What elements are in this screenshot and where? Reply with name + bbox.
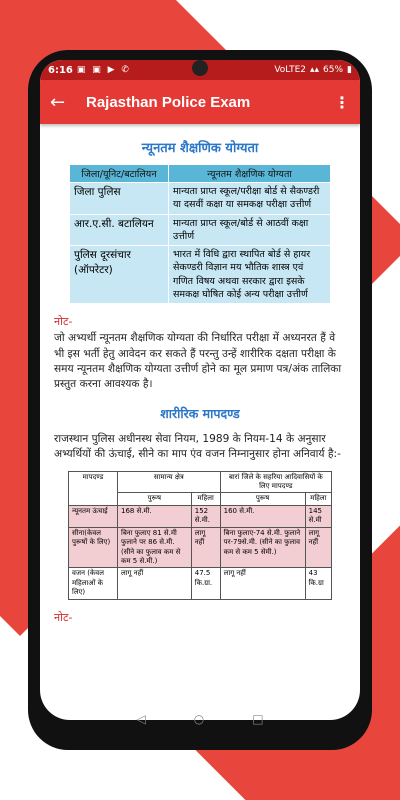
table-cell: सीना(केवल पुरूषों के लिए) xyxy=(69,527,118,568)
table-header-qualification: न्यूनतम शैक्षणिक योग्यता xyxy=(169,165,331,183)
table-cell: पुलिस दूरसंचार (ऑपरेटर) xyxy=(70,246,169,304)
note-label: नोट- xyxy=(54,315,73,329)
table-row xyxy=(70,183,331,215)
content-area[interactable] xyxy=(40,124,360,633)
table-row xyxy=(70,214,331,246)
signal-icon: ▴▴ xyxy=(309,65,320,75)
table-cell: 152 से.मी. xyxy=(191,505,220,527)
table-cell: भारत में विधि द्वारा स्थापित बोर्ड से हायर सेकण्डरी विज्ञान मय भौतिक शास्त्र एवं गणित विषय अथवा सरकार द्वारा इसके समकक्ष घोषित कोई अन्य परीक्षा उत्तीर्ण xyxy=(169,246,331,304)
nav-back-icon[interactable]: ◁ xyxy=(136,712,146,726)
battery-icon: ▮ xyxy=(347,65,352,75)
nav-recents-icon[interactable]: □ xyxy=(252,712,264,726)
table-header-unit: जिला/यूनिट/बटालियन xyxy=(70,165,169,183)
notification-icons: ▣ ▣ ▶ ✆ xyxy=(76,65,131,75)
table-cell: मान्यता प्राप्त स्कूल/बोर्ड से आठवीं कक्षा उत्तीर्ण xyxy=(169,214,331,246)
table-cell: 160 से.मी. xyxy=(220,505,305,527)
nav-home-icon[interactable]: ○ xyxy=(193,712,205,726)
camera-notch xyxy=(192,60,208,76)
table-row xyxy=(69,527,332,568)
table-row xyxy=(70,246,331,304)
table-cell: आर.ए.सी. बटालियन xyxy=(70,214,169,246)
table-cell: लागू नहीं xyxy=(191,527,220,568)
overflow-menu-icon[interactable]: ⋮ xyxy=(334,92,350,112)
table-header-param: मापदण्ड xyxy=(69,471,118,505)
table-cell: न्यूनतम ऊंचाई xyxy=(69,505,118,527)
table-cell: मान्यता प्राप्त स्कूल/परीक्षा बोर्ड से सैकण्डरी या दसवीं कक्षा या समकक्ष परीक्षा उत्तीर्ण xyxy=(169,183,331,215)
table-cell: 145 से.मी xyxy=(305,505,331,527)
table-cell: लागू नहीं xyxy=(220,568,305,599)
table-cell: वजन (केवल महिलाओं के लिए) xyxy=(69,568,118,599)
qualification-heading: न्यूनतम शैक्षणिक योग्यता xyxy=(141,141,259,156)
table-header-male: पुरूष xyxy=(118,493,192,505)
table-row xyxy=(69,568,332,599)
table-header-general: सामान्य क्षेत्र xyxy=(118,471,221,493)
table-cell: 47.5 कि.ग्रा. xyxy=(191,568,220,599)
back-arrow-icon[interactable]: ← xyxy=(50,91,66,113)
table-header-male: पुरूष xyxy=(220,493,305,505)
table-cell: लागू नहीं xyxy=(118,568,192,599)
table-cell: बिना फुलाए 81 से.मी फुलाने पर 86 से.मी. (सीने का फुलाव कम से कम 5 से.मी.) xyxy=(118,527,192,568)
physical-standards-table xyxy=(68,471,332,600)
table-cell: जिला पुलिस xyxy=(70,183,169,215)
note-label-2: नोट- xyxy=(54,610,73,624)
note-text: जो अभ्यर्थी न्यूनतम शैक्षणिक योग्यता की निर्धारित परीक्षा में अध्यनरत हैं वे भी इस भर्ती हेतु आवेदन कर सकते हैं परन्तु उन्हें शारीरिक दक्षता परीक्षा के समय न्यूनतम शैक्षणिक योग्यता उत्तीर्ण होने का मूल प्रमाण पत्र/अंक तालिका प्रस्तुत करना आवश्यक है। xyxy=(54,332,342,391)
system-nav-bar xyxy=(40,706,360,732)
table-cell: 168 से.मी. xyxy=(118,505,192,527)
table-cell: बिना फुलाए-74 से.मी. फुलाने पर-79से.मी. (सीने का फुलाव कम से कम 5 सेमी.) xyxy=(220,527,305,568)
table-header-baran: बारां जिले के सहरिया आदिवासियों के लिए मापदण्ड xyxy=(220,471,331,493)
app-bar xyxy=(40,80,360,124)
table-header-female: महिला xyxy=(305,493,331,505)
table-row xyxy=(69,505,332,527)
status-time: 6:16 xyxy=(48,64,73,76)
network-label: VoLTE2 xyxy=(274,65,306,75)
table-cell: 43 कि.ग्रा xyxy=(305,568,331,599)
physical-standards-heading: शारीरिक मापदण्ड xyxy=(160,405,240,421)
qualification-table xyxy=(69,164,331,304)
app-title: Rajasthan Police Exam xyxy=(86,93,251,111)
table-cell: लागू नहीं xyxy=(305,527,331,568)
battery-level: 65% xyxy=(323,65,344,75)
table-header-female: महिला xyxy=(191,493,220,505)
phone-screen xyxy=(40,60,360,720)
physical-intro-text: राजस्थान पुलिस अधीनस्थ सेवा नियम, 1989 के नियम-14 के अनुसार अभ्यर्थियों की ऊंचाई, सीने का माप एंव वजन निम्नानुसार होना अनिवार्य है:- xyxy=(54,432,341,461)
